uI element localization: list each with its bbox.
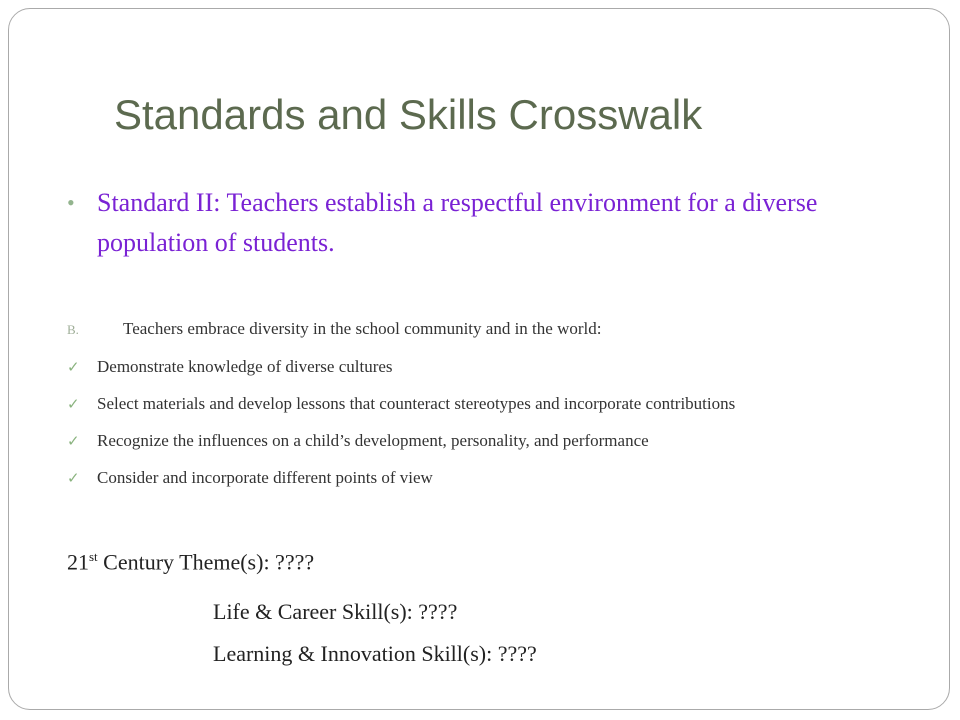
- checklist-item: [67, 429, 897, 453]
- slide-title: Standards and Skills Crosswalk: [114, 91, 703, 138]
- bullet-dot-icon: •: [67, 190, 75, 215]
- checklist: [67, 355, 897, 503]
- slide: [8, 8, 950, 710]
- checklist-item: [67, 466, 897, 490]
- century-number: 21: [67, 549, 89, 575]
- standard-bullet: [67, 183, 907, 263]
- life-career-skill: Life & Career Skill(s): ????: [213, 599, 458, 624]
- checkmark-icon: ✓: [67, 432, 80, 450]
- checklist-item-text: Recognize the influences on a child’s development, personality, and performance: [97, 431, 649, 450]
- checkmark-icon: ✓: [67, 395, 80, 413]
- checkmark-icon: ✓: [67, 358, 80, 376]
- subsection-marker: B.: [67, 322, 79, 337]
- checkmark-icon: ✓: [67, 469, 80, 487]
- subsection-heading: [67, 319, 601, 339]
- checklist-item-text: Demonstrate knowledge of diverse cultures: [97, 357, 393, 376]
- standard-text: Standard II: Teachers establish a respectful environment for a diverse population of students.: [97, 188, 818, 257]
- checklist-item: [67, 355, 897, 379]
- checklist-item-text: Select materials and develop lessons that counteract stereotypes and incorporate contributions: [97, 394, 736, 413]
- century-theme: [67, 549, 314, 575]
- century-theme-label: Century Theme(s): ????: [97, 549, 315, 575]
- century-suffix: st: [89, 549, 98, 564]
- checklist-item: [67, 392, 897, 416]
- checklist-item-text: Consider and incorporate different points of view: [97, 468, 433, 487]
- subsection-text: Teachers embrace diversity in the school community and in the world:: [123, 319, 602, 338]
- learning-innovation-skill: Learning & Innovation Skill(s): ????: [213, 641, 537, 666]
